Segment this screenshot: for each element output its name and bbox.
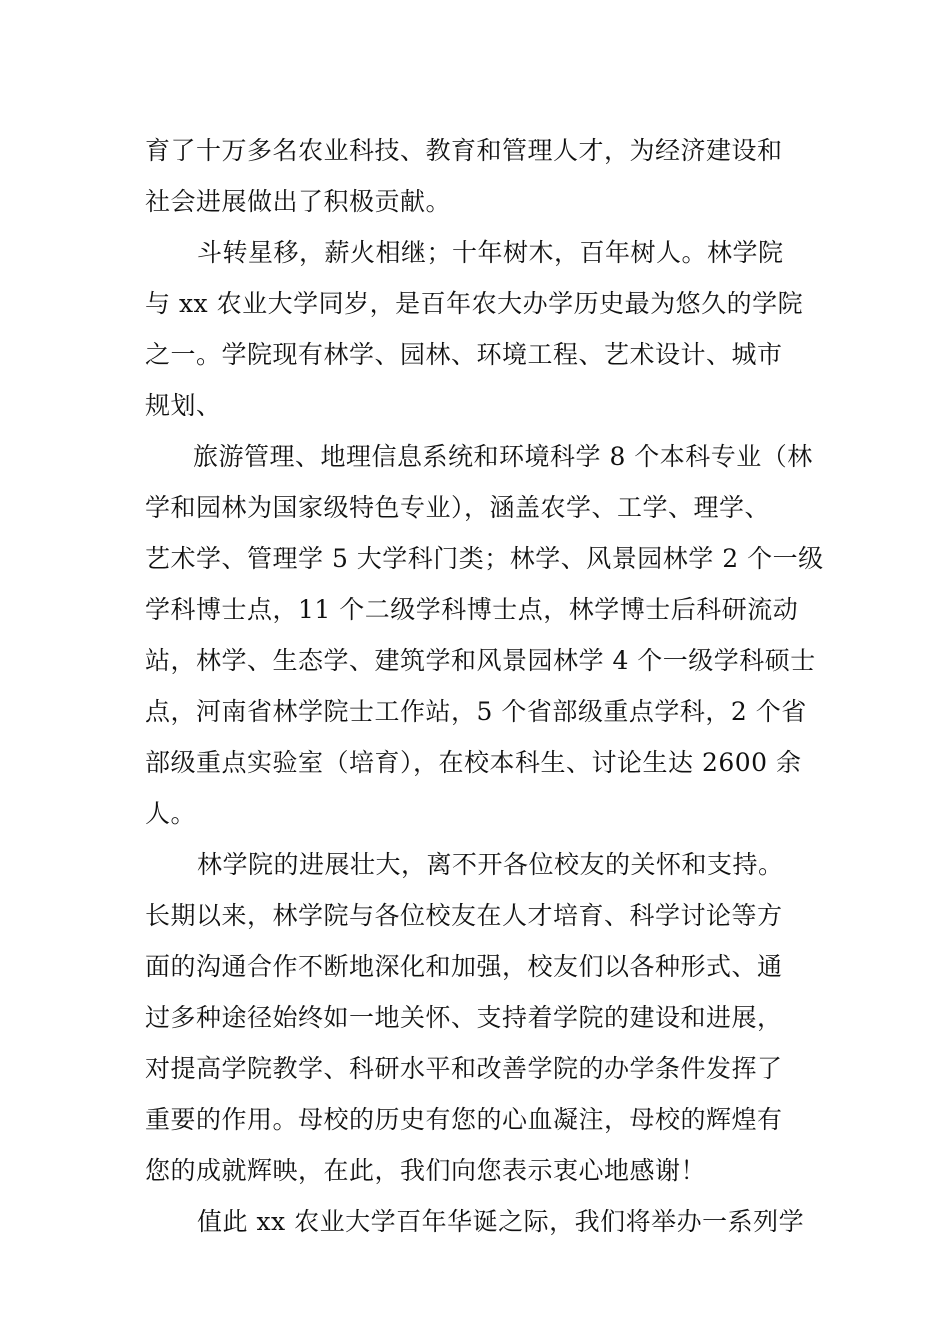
text-line: 点，河南省林学院士工作站，5 个省部级重点学科，2 个省 xyxy=(145,697,807,726)
text-line: 与 xx 农业大学同岁，是百年农大办学历史最为悠久的学院 xyxy=(145,289,804,318)
text-line: 学和园林为国家级特色专业），涵盖农学、工学、理学、 xyxy=(145,493,771,522)
paragraph-start-line: 旅游管理、地理信息系统和环境科学 8 个本科专业（林 xyxy=(193,442,813,471)
text-line: 站，林学、生态学、建筑学和风景园林学 4 个一级学科硕士 xyxy=(145,646,816,675)
text-line: 过多种途径始终如一地关怀、支持着学院的建设和进展， xyxy=(145,1003,783,1032)
text-line: 部级重点实验室（培育），在校本科生、讨论生达 2600 余 xyxy=(145,748,802,777)
text-line: 长期以来，林学院与各位校友在人才培育、科学讨论等方 xyxy=(145,901,783,930)
text-line: 对提高学院教学、科研水平和改善学院的办学条件发挥了 xyxy=(145,1054,783,1083)
text-line: 学科博士点，11 个二级学科博士点，林学博士后科研流动 xyxy=(145,595,799,624)
text-line: 重要的作用。母校的历史有您的心血凝注，母校的辉煌有 xyxy=(145,1105,783,1134)
text-line: 规划、 xyxy=(145,391,222,420)
text-line: 艺术学、管理学 5 大学科门类；林学、风景园林学 2 个一级 xyxy=(145,544,824,573)
document-body xyxy=(145,125,824,1247)
paragraph-start-line: 值此 xx 农业大学百年华诞之际，我们将举办一系列学 xyxy=(197,1207,805,1236)
text-line: 面的沟通合作不断地深化和加强，校友们以各种形式、通 xyxy=(145,952,783,981)
text-line: 社会进展做出了积极贡献。 xyxy=(145,187,452,216)
text-line: 您的成就辉映，在此，我们向您表示衷心地感谢！ xyxy=(145,1156,707,1185)
text-line: 人。 xyxy=(145,799,197,828)
paragraph-start-line: 林学院的进展壮大，离不开各位校友的关怀和支持。 xyxy=(197,850,784,879)
paragraph-start-line: 斗转星移，薪火相继；十年树木，百年树人。林学院 xyxy=(197,238,784,267)
text-line: 育了十万多名农业科技、教育和管理人才，为经济建设和 xyxy=(145,136,783,165)
text-line: 之一。学院现有林学、园林、环境工程、艺术设计、城市 xyxy=(145,340,783,369)
